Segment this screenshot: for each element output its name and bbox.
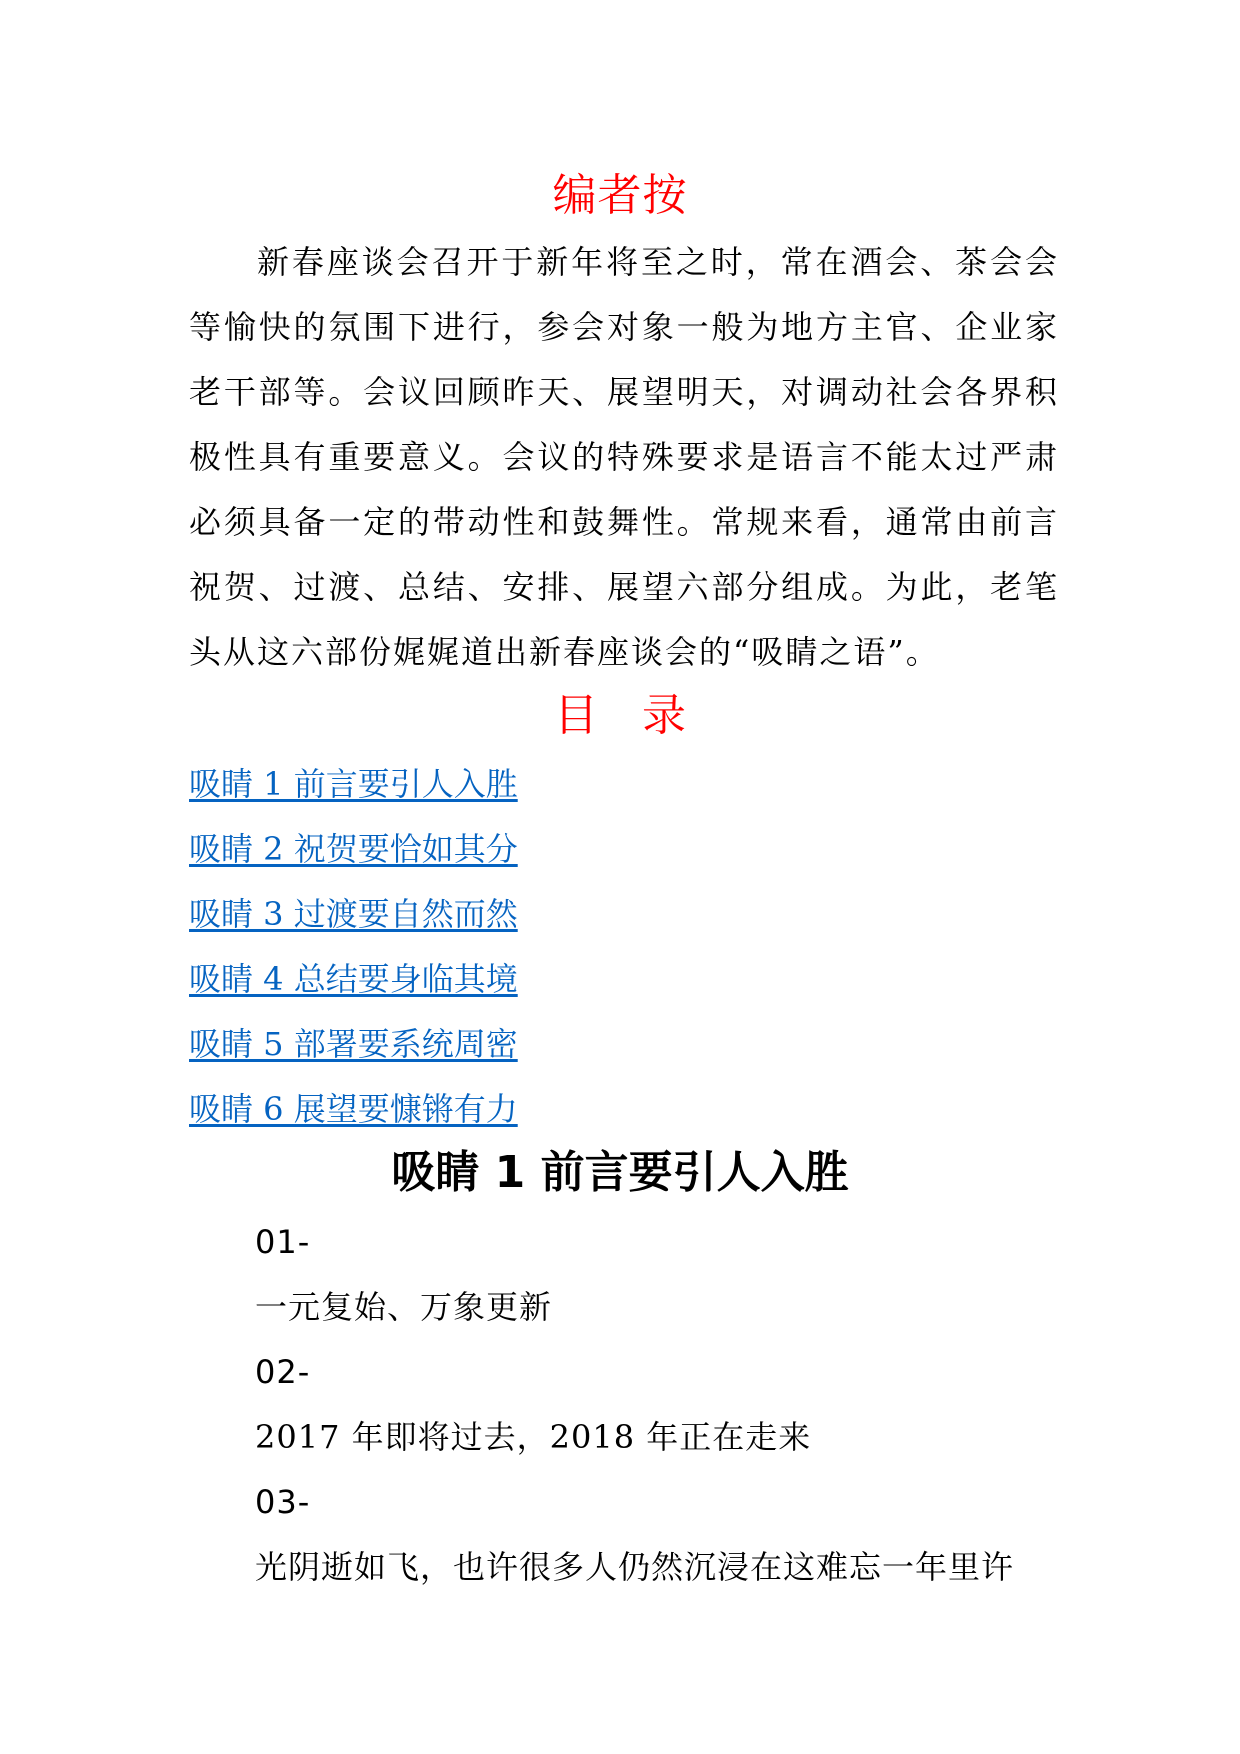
toc-link-4[interactable]: 吸睛 4 总结要身临其境 [189,960,518,998]
toc-link-3[interactable]: 吸睛 3 过渡要自然而然 [189,895,518,933]
toc-title: 目 录 [554,690,686,741]
item-text: 一元复始、万象更新 [255,1288,553,1326]
editor-note-title: 编者按 [552,170,688,221]
toc-item [189,752,889,817]
toc-link-2[interactable]: 吸睛 2 祝贺要恰如其分 [189,830,518,868]
item-text: 2017 年即将过去，2018 年正在走来 [255,1418,812,1456]
toc-link-1[interactable]: 吸睛 1 前言要引人入胜 [189,765,518,803]
toc-list [189,752,889,1142]
section-1-body [255,1210,1065,1600]
item-number: 01- [255,1223,311,1261]
toc-link-5[interactable]: 吸睛 5 部署要系统周密 [189,1025,518,1063]
section-1-heading: 吸睛 1 前言要引人入胜 [391,1147,849,1198]
toc-item [189,947,889,1012]
toc-item [189,1077,889,1142]
toc-item [189,1012,889,1077]
toc-link-6[interactable]: 吸睛 6 展望要慷锵有力 [189,1090,518,1128]
item-number: 02- [255,1353,311,1391]
editor-note-paragraph: 新春座谈会召开于新年将至之时，常在酒会、茶会会等愉快的氛围下进行，参会对象一般为地方主官、企业家老干部等。会议回顾昨天、展望明天，对调动社会各界积极性具有重要意义。会议的特殊要求是语言不能太过严肃必须具备一定的带动性和鼓舞性。常规来看，通常由前言祝贺、过渡、总结、安排、展望六部分组成。为此，老笔头从这六部份娓娓道出新春座谈会的“吸睛之语”。 [189,243,1059,671]
toc-item [189,882,889,947]
item-number: 03- [255,1483,311,1521]
toc-item [189,817,889,882]
item-text: 光阴逝如飞，也许很多人仍然沉浸在这难忘一年里许 [255,1548,1015,1586]
